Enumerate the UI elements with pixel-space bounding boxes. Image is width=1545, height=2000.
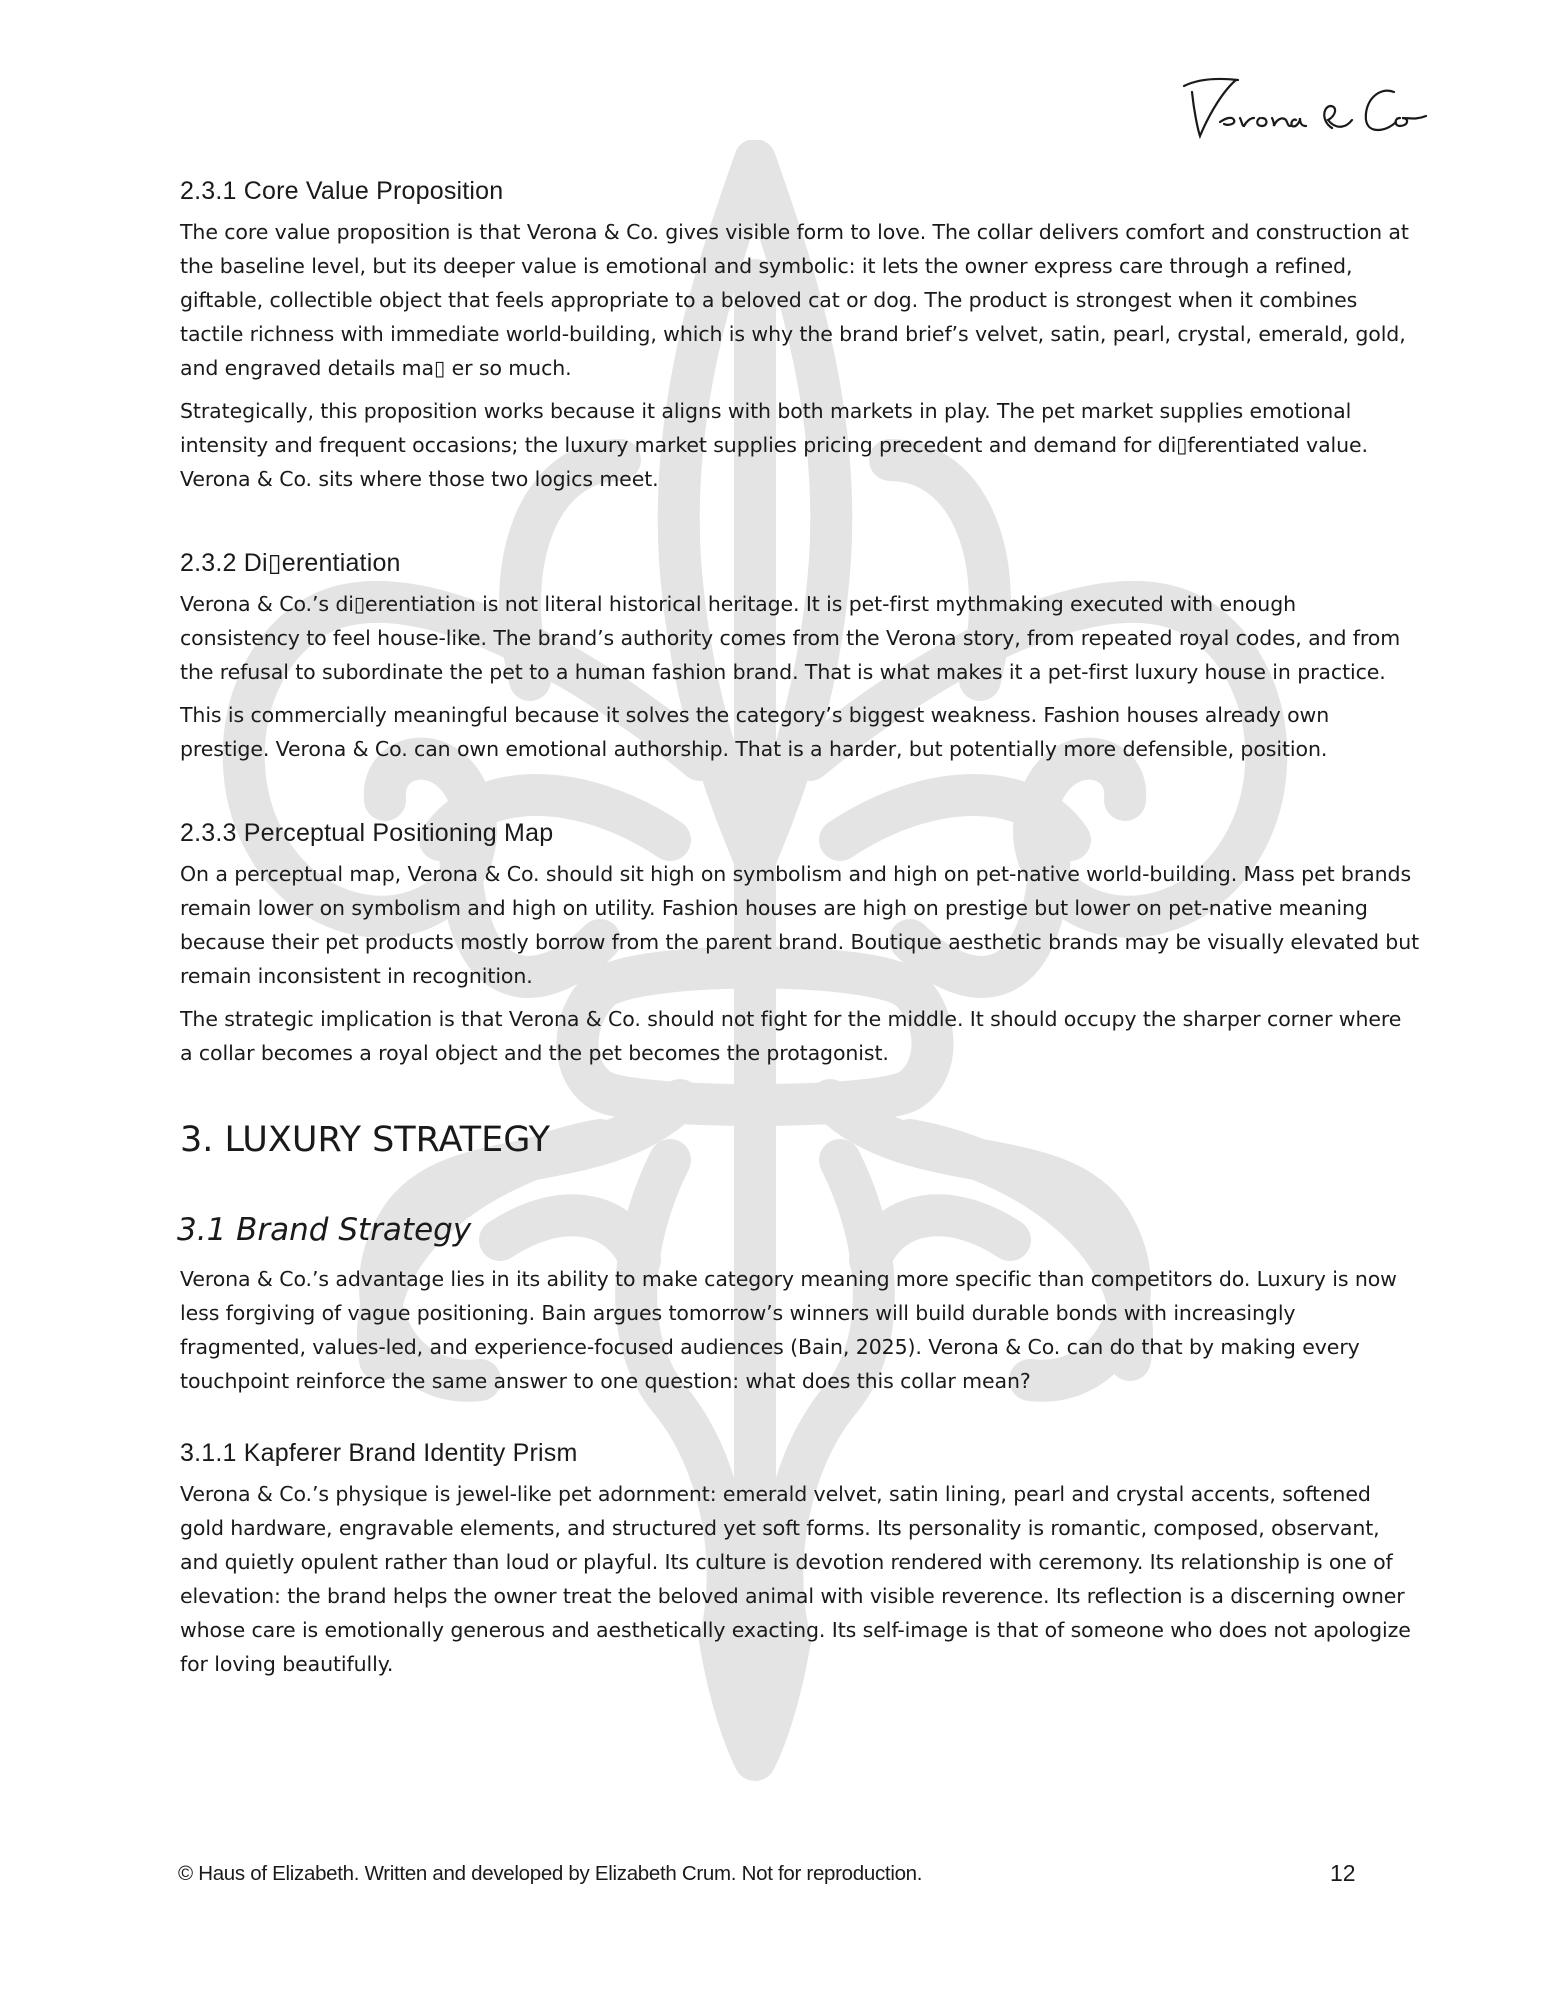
heading-2-3-1: 2.3.1 Core Value Proposition [180,177,504,205]
heading-2-3-3: 2.3.3 Perceptual Positioning Map [180,819,554,847]
paragraph: The core value proposition is that Verona & Co. gives visible form to love. The collar delivers comfort and construction at the baseline level, but its deeper value is emotional and symbolic: it lets the owner express care through a refined, giftable, collectible object that feels appropriate to a beloved cat or dog. The product is strongest when it combines tactile richness with immediate world-building, which is why the brand brief’s velvet, satin, pearl, crystal, emerald, gold, and engraved details ma▯ er so much. [180,220,1409,380]
paragraph: Verona & Co.’s advantage lies in its ability to make category meaning more specific than competitors do. Luxury is now less forgiving of vague positioning. Bain argues tomorrow’s winners will build durable bonds with increasingly fragmented, values-led, and experience-focused audiences (Bain, 2025). Verona & Co. can do that by making every touchpoint reinforce the same answer to one question: what does this collar mean? [180,1267,1397,1393]
paragraph: Strategically, this proposition works because it aligns with both markets in play. The pet market supplies emotional intensity and frequent occasions; the luxury market supplies pricing precedent and demand for di▯ferentiated value. Verona & Co. sits where those two logics meet. [180,399,1368,491]
heading-section-3: 3. LUXURY STRATEGY [180,1120,551,1160]
paragraph: Verona & Co.’s physique is jewel-like pet adornment: emerald velvet, satin lining, pearl and crystal accents, softened gold hardware, engravable elements, and structured yet soft forms. Its personality is romantic, composed, observant, and quietly opulent rather than loud or playful. Its culture is devotion rendered with ceremony. Its relationship is one of elevation: the brand helps the owner treat the beloved animal with visible reverence. Its reflection is a discerning owner whose care is emotionally generous and aesthetically exacting. Its self-image is that of someone who does not apologize for loving beautifully. [180,1482,1411,1676]
page-content [177,175,1420,1690]
verona-co-logo [1180,72,1440,152]
heading-3-1: 3.1 Brand Strategy [177,1212,472,1248]
heading-2-3-2: 2.3.2 Di▯erentiation [180,549,401,577]
paragraph: Verona & Co.’s di▯erentiation is not literal historical heritage. It is pet-first mythmaking executed with enough consistency to feel house-like. The brand’s authority comes from the Verona story, from repeated royal codes, and from the refusal to subordinate the pet to a human fashion brand. That is what makes it a pet-first luxury house in practice. [180,592,1401,684]
page-number: 12 [1330,1860,1356,1886]
heading-3-1-1: 3.1.1 Kapferer Brand Identity Prism [180,1439,578,1467]
paragraph: On a perceptual map, Verona & Co. should sit high on symbolism and high on pet-native world-building. Mass pet brands remain lower on symbolism and high on utility. Fashion houses are high on prestige but lower on pet-native meaning because their pet products mostly borrow from the parent brand. Boutique aesthetic brands may be visually elevated but remain inconsistent in recognition. [180,862,1420,988]
footer-copyright: © Haus of Elizabeth. Written and developed by Elizabeth Crum. Not for reproduction. [178,1862,923,1885]
paragraph: The strategic implication is that Verona & Co. should not fight for the middle. It should occupy the sharper corner where a collar becomes a royal object and the pet becomes the protagonist. [180,1007,1402,1065]
paragraph: This is commercially meaningful because it solves the category’s biggest weakness. Fashion houses already own prestige. Verona & Co. can own emotional authorship. That is a harder, but potentially more defensible, position. [180,703,1330,761]
